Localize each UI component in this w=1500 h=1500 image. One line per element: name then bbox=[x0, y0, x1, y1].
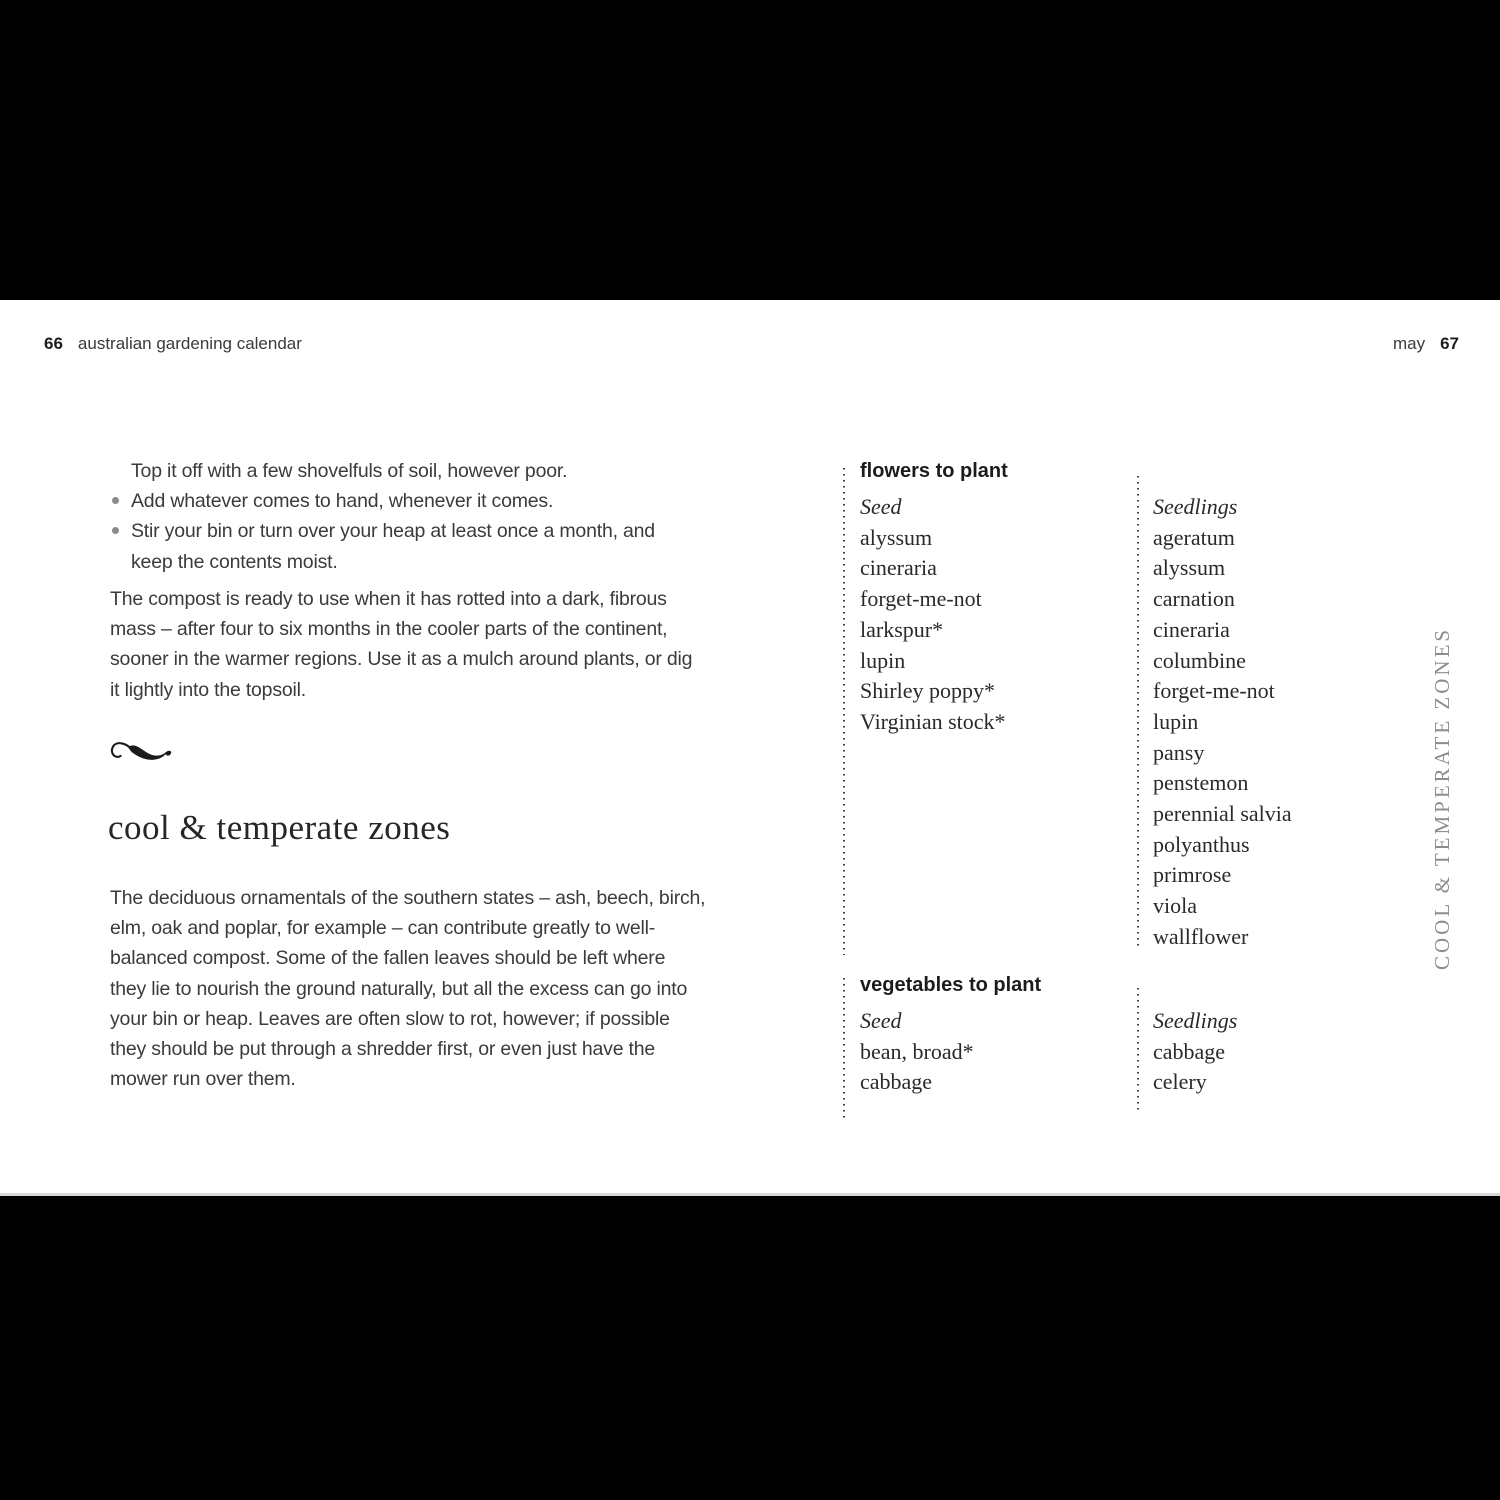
paragraph-line: they lie to nourish the ground naturally, but all the excess can go into bbox=[110, 977, 688, 1000]
plant-item: pansy bbox=[1153, 739, 1205, 765]
plant-item: polyanthus bbox=[1153, 831, 1250, 857]
section-heading: cool & temperate zones bbox=[108, 808, 451, 847]
plant-item: forget-me-not bbox=[860, 586, 982, 612]
list-item bbox=[110, 456, 655, 486]
list-item-text: Stir your bin or turn over your heap at least once a month, and bbox=[131, 520, 655, 543]
compost-paragraph bbox=[110, 584, 692, 705]
flowers-seed-column bbox=[860, 492, 1006, 738]
paragraph-line: your bin or heap. Leaves are often slow to rot, however; if possible bbox=[110, 1007, 670, 1030]
plant-item: celery bbox=[1153, 1069, 1207, 1095]
paragraph-line: they should be put through a shredder first, or even just have the bbox=[110, 1038, 656, 1061]
plant-item: larkspur* bbox=[860, 616, 944, 642]
plant-item: columbine bbox=[1153, 647, 1246, 673]
paragraph-line: it lightly into the topsoil. bbox=[110, 678, 307, 701]
flowers-section-heading: flowers to plant bbox=[860, 460, 1008, 482]
paragraph-line: sooner in the warmer regions. Use it as a mulch around plants, or dig bbox=[110, 648, 693, 671]
plant-item: wallflower bbox=[1153, 923, 1249, 949]
left-page bbox=[0, 300, 750, 1193]
dotted-rule bbox=[843, 468, 845, 955]
plant-item: Shirley poppy* bbox=[860, 678, 996, 704]
paragraph-line: elm, oak and poplar, for example – can contribute greatly to well- bbox=[110, 917, 656, 940]
list-item bbox=[110, 516, 655, 546]
plant-item: Virginian stock* bbox=[860, 708, 1006, 734]
running-title: australian gardening calendar bbox=[77, 334, 302, 353]
running-head-right bbox=[1393, 334, 1459, 354]
list-item-text: keep the contents moist. bbox=[131, 550, 338, 573]
list-item-text: Top it off with a few shovelfuls of soil, however poor. bbox=[131, 460, 568, 482]
plant-item: cineraria bbox=[860, 555, 937, 581]
flowers-seedlings-column bbox=[1153, 492, 1292, 953]
bullet-icon bbox=[112, 527, 119, 534]
column-label: Seed bbox=[860, 1008, 902, 1033]
plant-item: cabbage bbox=[860, 1069, 933, 1095]
paragraph-line: mass – after four to six months in the cooler parts of the continent, bbox=[110, 618, 668, 641]
paragraph-line: The deciduous ornamentals of the southern states – ash, beech, birch, bbox=[110, 887, 706, 909]
plant-item: alyssum bbox=[1153, 555, 1226, 581]
column-label: Seedlings bbox=[1153, 494, 1238, 519]
vegetables-seedlings-column bbox=[1153, 1006, 1237, 1098]
list-item-text: Add whatever comes to hand, whenever it comes. bbox=[131, 490, 554, 513]
page-number-right: 67 bbox=[1440, 334, 1459, 353]
right-page bbox=[750, 300, 1500, 1193]
plant-item: alyssum bbox=[860, 524, 933, 550]
leaf-flourish-icon bbox=[108, 737, 174, 772]
plant-item: cabbage bbox=[1153, 1038, 1226, 1064]
list-item bbox=[110, 547, 655, 577]
paragraph-line: The compost is ready to use when it has rotted into a dark, fibrous bbox=[110, 588, 667, 610]
plant-item: perennial salvia bbox=[1153, 801, 1292, 827]
zones-paragraph bbox=[110, 883, 705, 1094]
plant-item: forget-me-not bbox=[1153, 678, 1275, 704]
plant-item: bean, broad* bbox=[860, 1038, 974, 1064]
plant-item: lupin bbox=[1153, 708, 1199, 734]
dotted-rule bbox=[843, 978, 845, 1122]
dotted-rule bbox=[1137, 476, 1139, 950]
paragraph-line: balanced compost. Some of the fallen leaves should be left where bbox=[110, 947, 666, 970]
plant-item: lupin bbox=[860, 647, 906, 673]
plant-item: ageratum bbox=[1153, 524, 1235, 550]
plant-item: carnation bbox=[1153, 586, 1235, 612]
vegetables-seed-column bbox=[860, 1006, 974, 1098]
dotted-rule bbox=[1137, 988, 1139, 1112]
column-label: Seedlings bbox=[1153, 1008, 1238, 1033]
plant-item: viola bbox=[1153, 893, 1197, 919]
compost-bullet-list bbox=[110, 456, 655, 577]
list-item bbox=[110, 486, 655, 516]
plant-item: penstemon bbox=[1153, 770, 1249, 796]
running-head-left bbox=[44, 334, 302, 354]
month-label: may bbox=[1392, 334, 1426, 353]
plant-item: primrose bbox=[1153, 862, 1232, 888]
paragraph-line: mower run over them. bbox=[110, 1068, 296, 1091]
page-number-left: 66 bbox=[44, 334, 63, 353]
book-spread bbox=[0, 300, 1500, 1196]
bullet-icon bbox=[112, 497, 119, 504]
plant-item: cineraria bbox=[1153, 616, 1230, 642]
vegetables-section-heading: vegetables to plant bbox=[860, 974, 1042, 996]
zone-sidebar-label: COOL & TEMPERATE ZONES bbox=[1430, 626, 1454, 970]
column-label: Seed bbox=[860, 494, 902, 519]
